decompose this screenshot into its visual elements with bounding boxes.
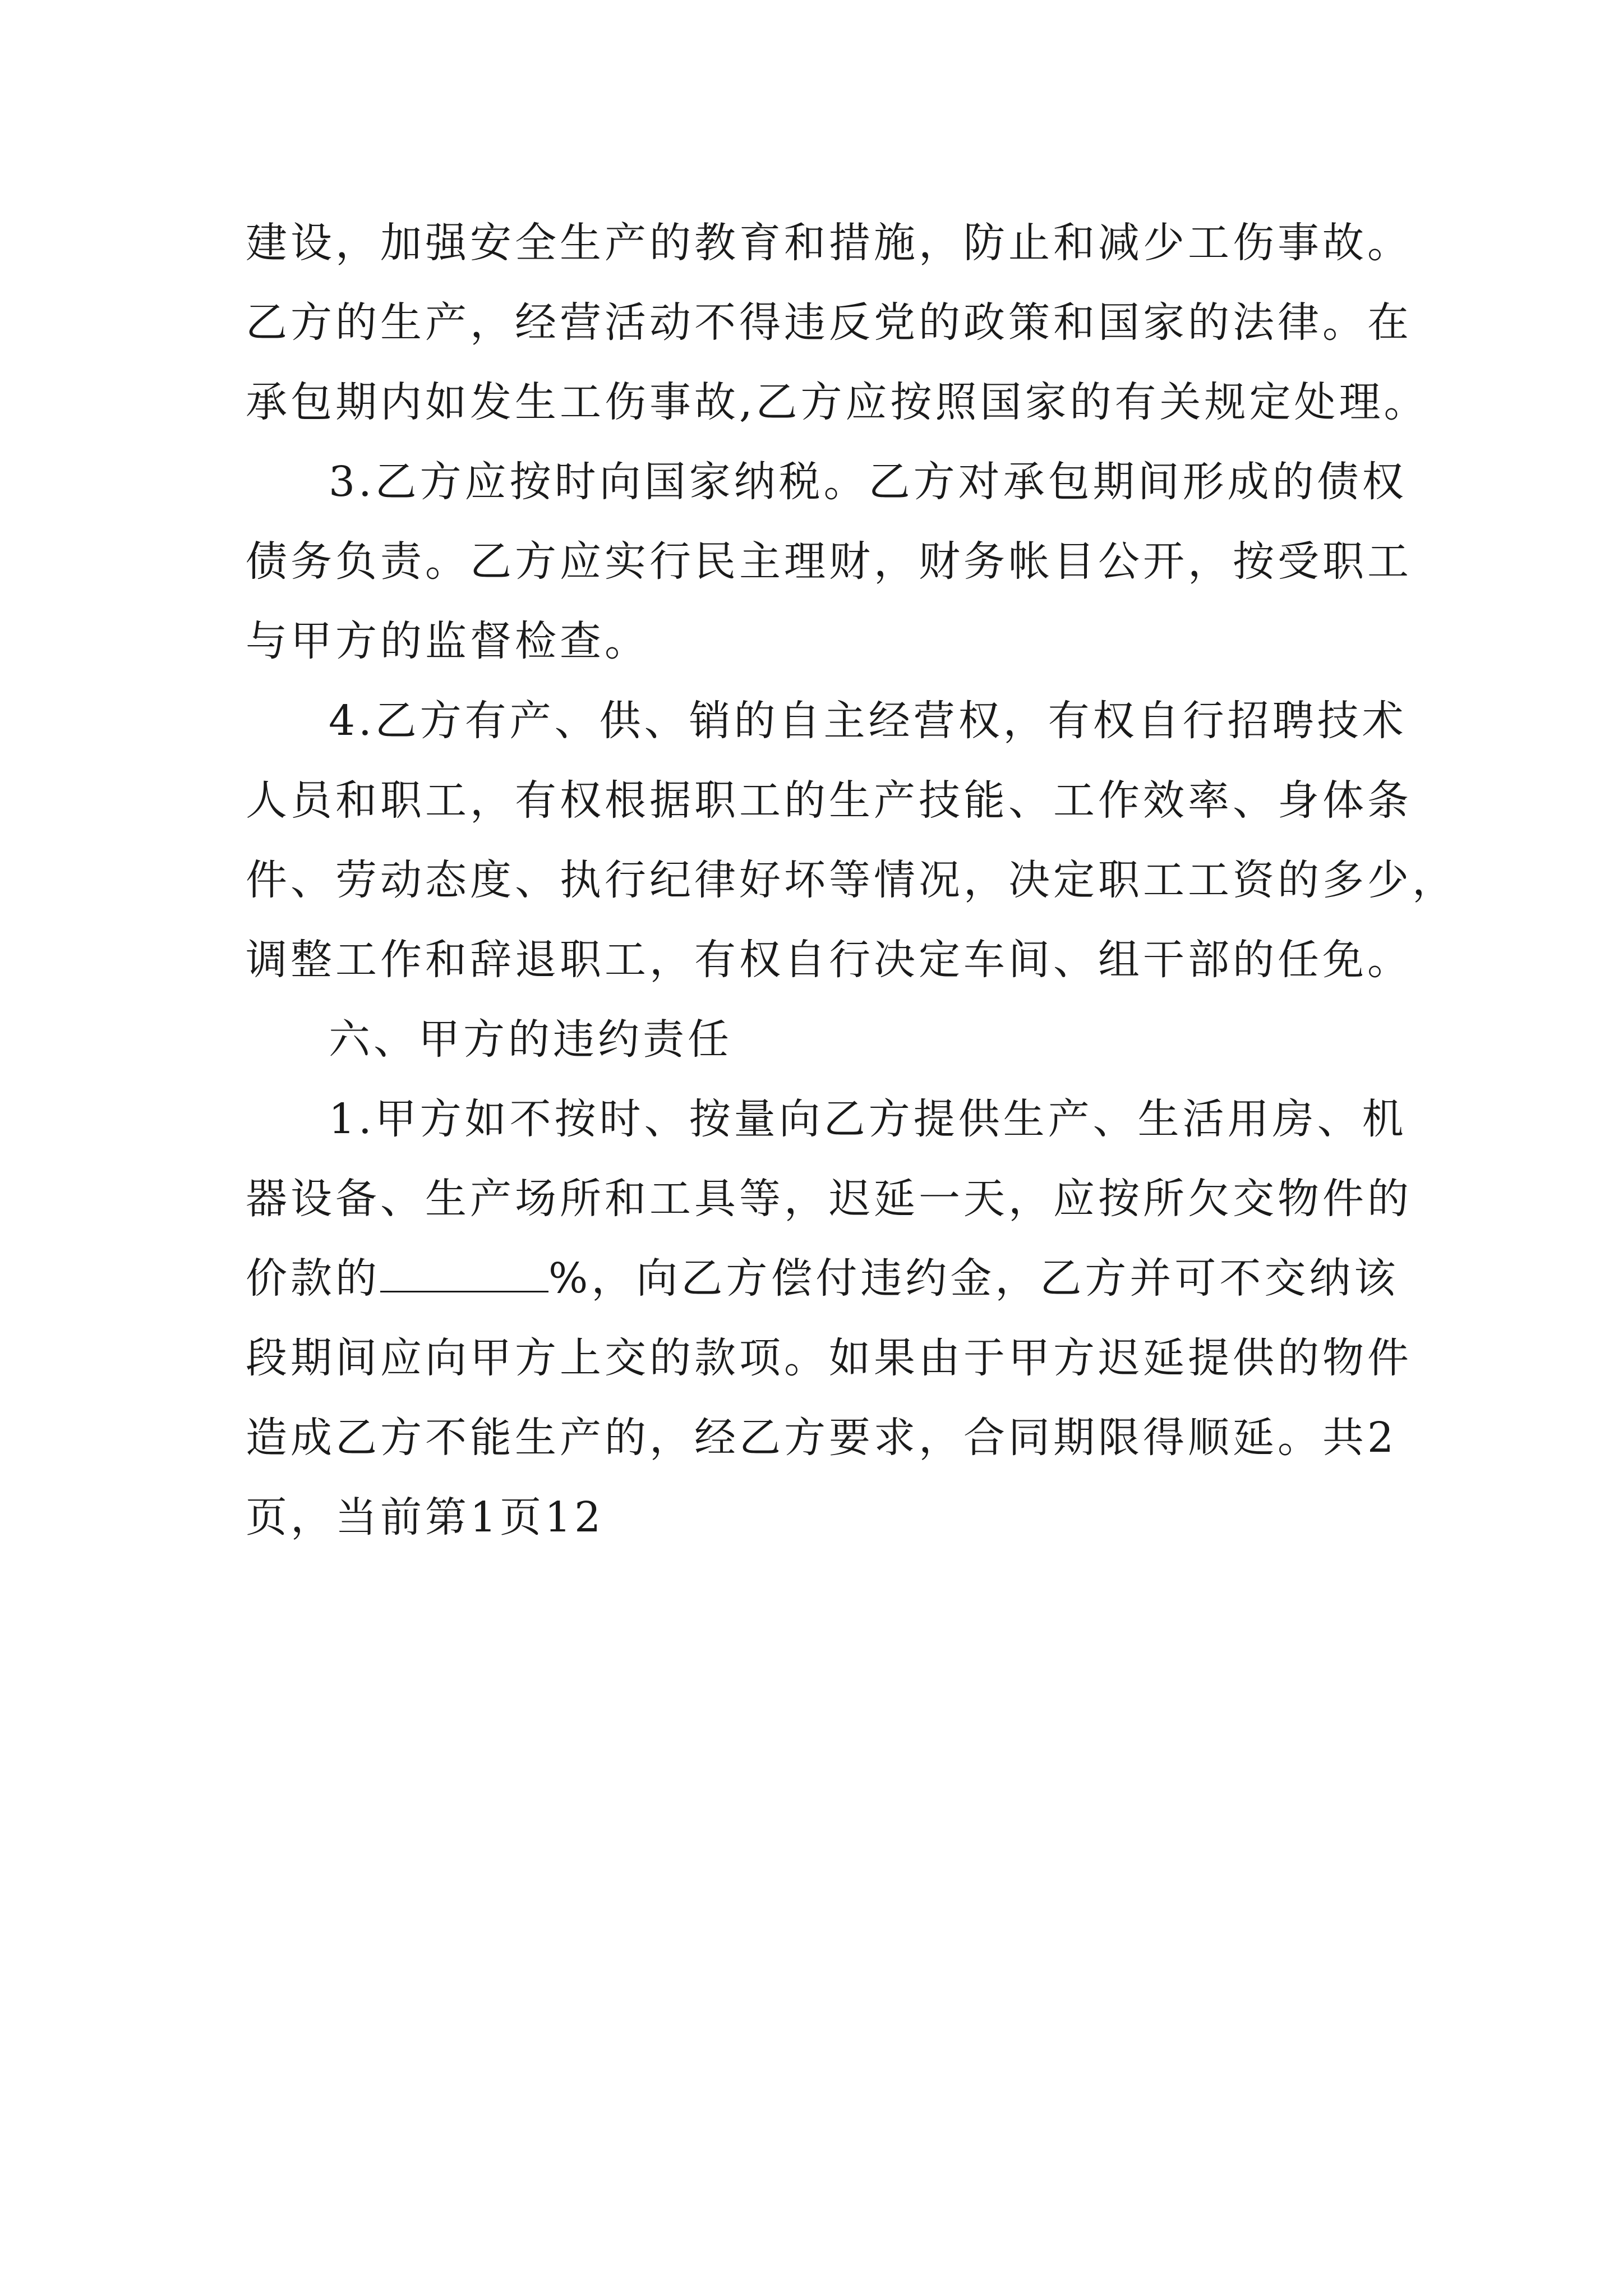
blank-line-after: %，向乙方偿付违约金，乙方并可不交纳该 xyxy=(548,1254,1399,1303)
paragraph-line: 建设，加强安全生产的教育和措施，防止和减少工伤事故。 xyxy=(246,219,1412,267)
paragraph-line: 件、劳动态度、执行纪律好坏等情况，决定职工工资的多少， xyxy=(246,856,1457,904)
blank-line-before: 价款的 xyxy=(246,1254,380,1303)
paragraph-line: 债务负责。乙方应实行民主理财，财务帐目公开，按受职工 xyxy=(246,537,1412,586)
clause-4-line: 4.乙方有产、供、销的自主经营权，有权自行招聘技术 xyxy=(329,697,1407,745)
paragraph-line: 人员和职工，有权根据职工的生产技能、工作效率、身体条 xyxy=(246,776,1412,825)
paragraph-line: 造成乙方不能生产的，经乙方要求，合同期限得顺延。共2 xyxy=(246,1414,1398,1462)
paragraph-line: 段期间应向甲方上交的款项。如果由于甲方迟延提供的物件 xyxy=(246,1334,1412,1382)
document-body xyxy=(246,203,1457,1557)
paragraph-line: 乙方的生产，经营活动不得违反党的政策和国家的法律。在 xyxy=(246,298,1412,347)
section-heading: 六、甲方的违约责任 xyxy=(329,1015,732,1064)
paragraph-line: 调整工作和辞退职工，有权自行决定车间、组干部的任免。 xyxy=(246,936,1412,984)
clause-1-line: 1.甲方如不按时、按量向乙方提供生产、生活用房、机 xyxy=(329,1095,1407,1143)
blank-fill-line xyxy=(246,1239,1423,1318)
paragraph-line: 器设备、生产场所和工具等，迟延一天，应按所欠交物件的 xyxy=(246,1175,1412,1223)
clause-3-line: 3.乙方应按时向国家纳税。乙方对承包期间形成的债权 xyxy=(329,458,1407,506)
fill-in-blank xyxy=(380,1257,548,1292)
page-footer-line: 页，当前第1页12 xyxy=(246,1493,605,1542)
paragraph-line: 与甲方的监督检查。 xyxy=(246,617,649,665)
paragraph-line: 承包期内如发生工伤事故,乙方应按照国家的有关规定处理。 xyxy=(246,378,1429,426)
